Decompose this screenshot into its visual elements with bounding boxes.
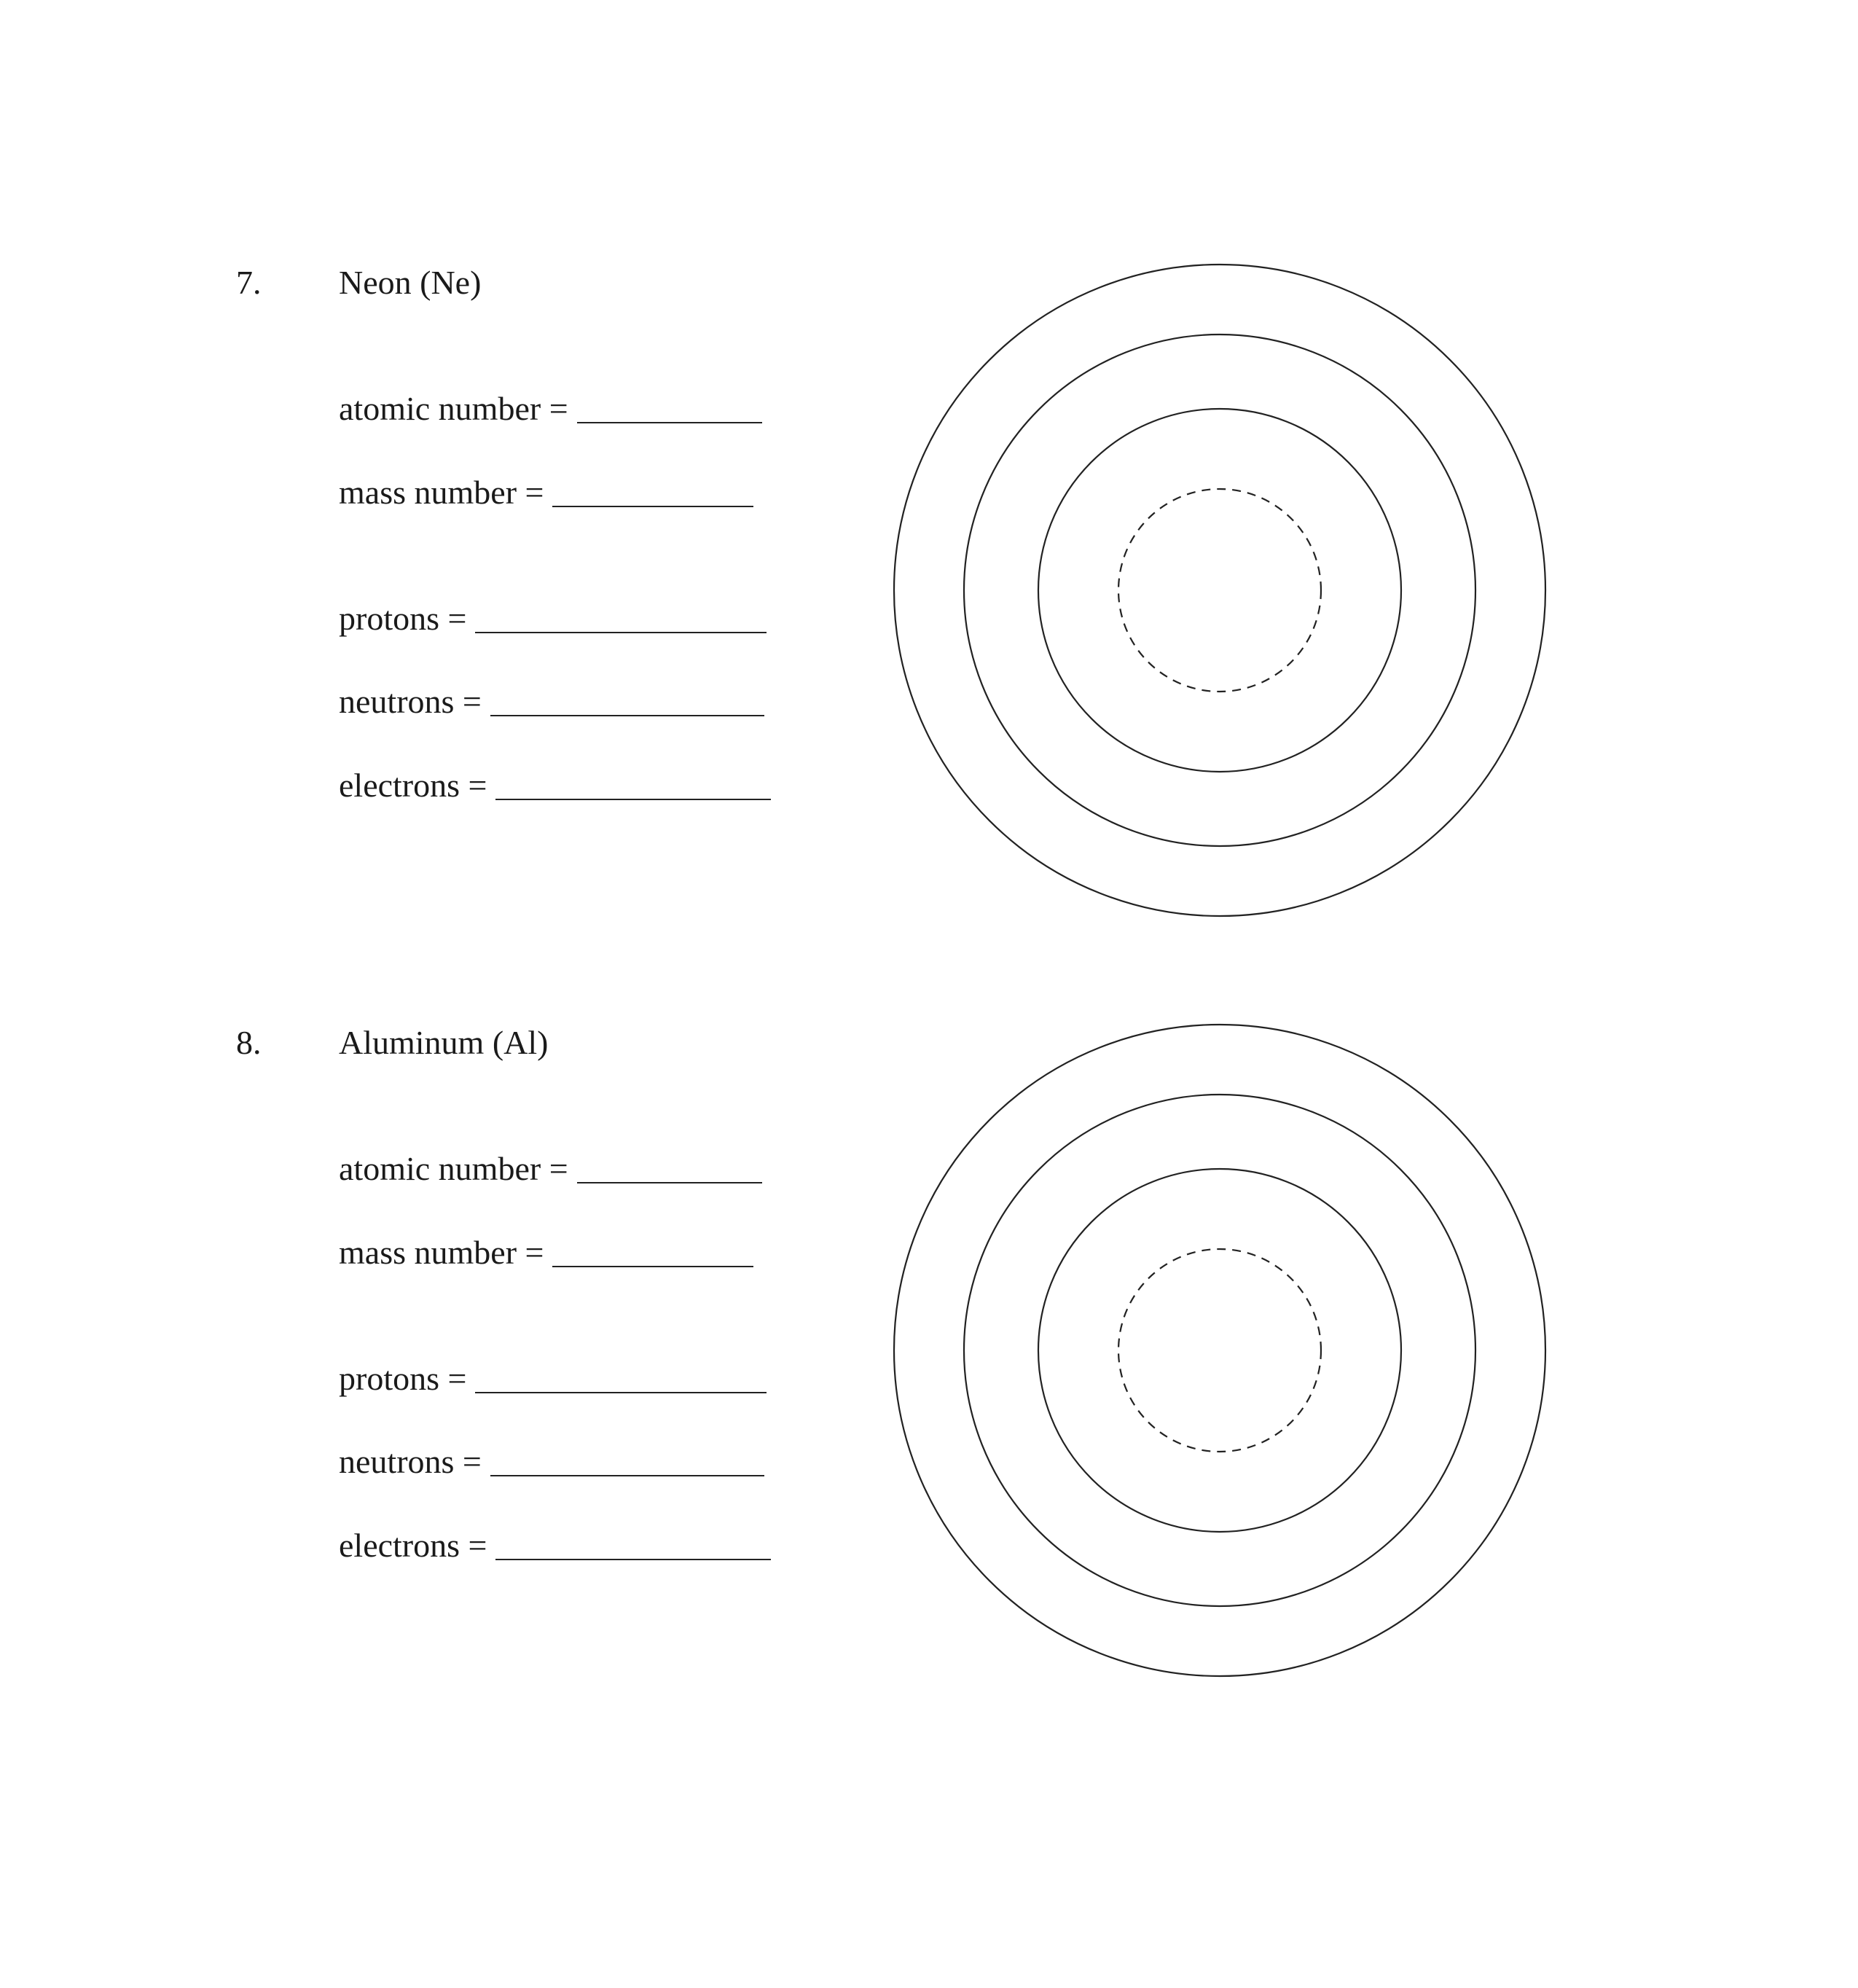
problem-number: 8. [236, 1024, 262, 1061]
neutrons-label: neutrons = [339, 683, 482, 720]
mass-number-row [339, 1234, 753, 1272]
atomic-number-blank[interactable] [577, 1182, 762, 1183]
electron-shell-2 [964, 1095, 1475, 1606]
atomic-number-label: atomic number = [339, 1150, 568, 1187]
nucleus-outline [1118, 489, 1321, 692]
atomic-number-row [339, 390, 762, 428]
element-name: Aluminum (Al) [339, 1024, 549, 1061]
neutrons-blank[interactable] [490, 715, 764, 716]
mass-number-label: mass number = [339, 1234, 544, 1271]
protons-label: protons = [339, 1360, 467, 1397]
electron-shell-1 [1038, 1169, 1401, 1532]
neutrons-blank[interactable] [490, 1475, 764, 1476]
problem-aluminum [0, 760, 1858, 1564]
electrons-row [339, 1527, 771, 1565]
problem-number: 7. [236, 264, 262, 301]
problem-neon [0, 0, 1858, 804]
mass-number-row [339, 474, 753, 512]
mass-number-blank[interactable] [552, 506, 753, 507]
protons-label: protons = [339, 600, 467, 637]
electrons-label: electrons = [339, 767, 487, 804]
element-name: Neon (Ne) [339, 264, 482, 301]
protons-row [339, 1360, 767, 1398]
mass-number-label: mass number = [339, 474, 544, 511]
electrons-blank[interactable] [495, 1559, 771, 1560]
electrons-label: electrons = [339, 1527, 487, 1564]
atomic-number-label: atomic number = [339, 390, 568, 427]
bohr-model-diagram [892, 1022, 1548, 1678]
protons-blank[interactable] [475, 1392, 767, 1393]
atomic-number-blank[interactable] [577, 422, 762, 423]
electron-shell-3 [894, 1025, 1545, 1676]
electron-shell-1 [1038, 409, 1401, 772]
protons-row [339, 600, 767, 638]
neutrons-label: neutrons = [339, 1443, 482, 1480]
nucleus-outline [1118, 1249, 1321, 1452]
atomic-number-row [339, 1150, 762, 1188]
neutrons-row [339, 683, 764, 721]
mass-number-blank[interactable] [552, 1266, 753, 1267]
neutrons-row [339, 1443, 764, 1481]
protons-blank[interactable] [475, 632, 767, 633]
